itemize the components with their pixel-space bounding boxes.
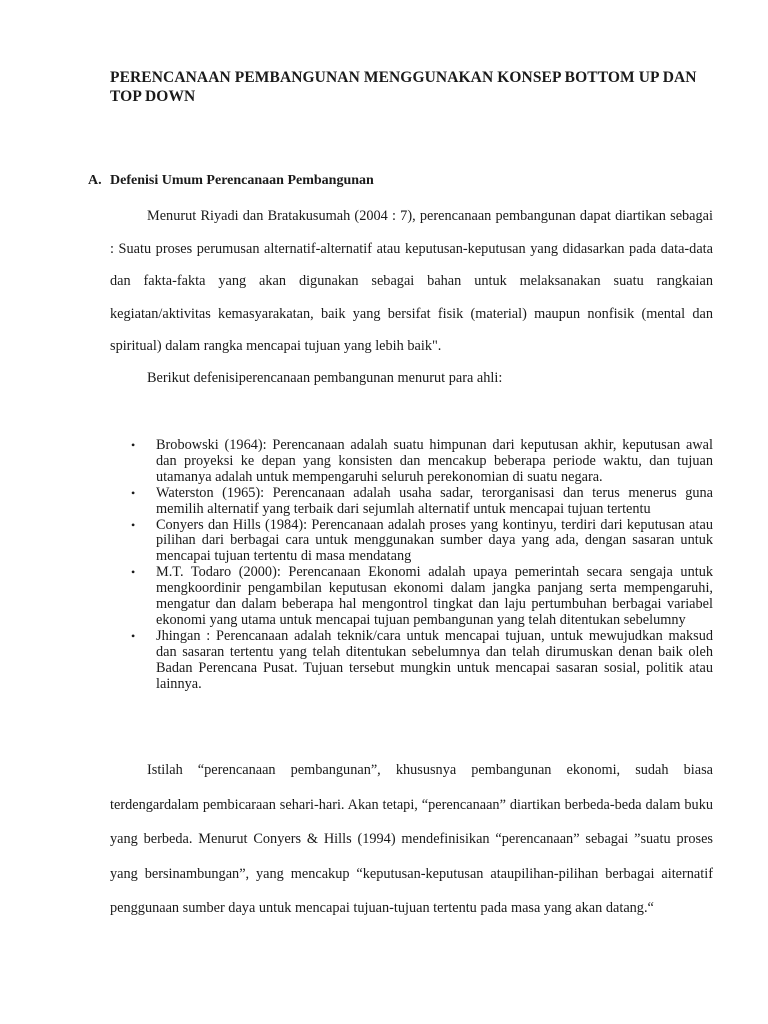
paragraph-planning-term: Istilah “perencanaan pembangunan”, khususnya pembangunan ekonomi, sudah biasa terdengardalam pembicaraan sehari-hari. Akan tetapi, “perencanaan” diartikan berbeda-beda dalam buku yang berbeda. Menurut Conyers & Hills (1994) mendefinisikan “perencanaan” sebagai ”suatu proses yang bersinambungan”, yang mencakup “keputusan-keputusan ataupilihan-pilihan berbagai aiternatif penggunaan sumber daya untuk mencapai tujuan-tujuan tertentu pada masa yang akan datang.“ xyxy=(110,762,713,917)
list-item xyxy=(110,565,713,629)
list-item-text: Waterston (1965): Perencanaan adalah usaha sadar, terorganisasi dan terus menerus guna memilih alternatif yang terbaik dari sejumlah alternatif untuk mencapai tujuan tertentu xyxy=(156,484,713,517)
bullet-icon: • xyxy=(131,628,136,643)
list-item-text: Jhingan : Perencanaan adalah teknik/cara untuk mencapai tujuan, untuk mewujudkan maksud dan sasaran tertentu yang telah ditentukan sebelumnya dan telah dirumuskan denan baik oleh Badan Perencana Pusat. Tujuan tersebut mungkin untuk mencapai sasaran sosial, politik atau lainnya. xyxy=(156,627,713,692)
list-item xyxy=(110,518,713,566)
list-item-text: Brobowski (1964): Perencanaan adalah suatu himpunan dari keputusan akhir, keputusan awal dan proyeksi ke depan yang konsisten dan mencakup beberapa periode waktu, dan tujuan utamanya adalah untuk mempengaruhi seluruh perekonomian di suatu negara. xyxy=(156,437,713,485)
paragraph-experts-intro: Berikut defenisiperencanaan pembangunan menurut para ahli: xyxy=(147,370,503,386)
section-heading-text: Defenisi Umum Perencanaan Pembangunan xyxy=(110,173,374,188)
bullet-icon: • xyxy=(131,485,136,500)
section-letter: A. xyxy=(88,173,102,188)
document-title: PERENCANAAN PEMBANGUNAN MENGGUNAKAN KONSEP BOTTOM UP DAN TOP DOWN xyxy=(110,69,697,105)
bullet-icon: • xyxy=(131,438,136,452)
paragraph-definition: Menurut Riyadi dan Bratakusumah (2004 : 7), perencanaan pembangunan dapat diartikan sebagai : Suatu proses perumusan alternatif-alternatif atau keputusan-keputusan yang didasarkan pada data-data dan fakta-fakta yang akan digunakan sebagai bahan untuk melaksanakan suatu rangkaian kegiatan/aktivitas kemasyarakatan, baik yang bersifat fisik (material) maupun nonfisik (mental dan spiritual) dalam rangka mencapai tujuan yang lebih baik". xyxy=(110,208,713,354)
section-heading xyxy=(88,172,374,190)
list-item xyxy=(110,438,713,486)
expert-definitions-list xyxy=(110,438,713,693)
list-item xyxy=(110,629,713,693)
list-item-text: Conyers dan Hills (1984): Perencanaan adalah proses yang kontinyu, terdiri dari keputusan atau pilihan dari berbagai cara untuk menggunakan sumber daya yang ada, dengan sasaran untuk mencapai tujuan tertentu di masa mendatang xyxy=(156,516,713,565)
bullet-icon: • xyxy=(131,565,136,580)
list-item-text: M.T. Todaro (2000): Perencanaan Ekonomi adalah upaya pemerintah secara sengaja untuk mengkoordinir pengambilan keputusan ekonomi dalam jangka panjang serta mempengaruhi, mengatur dan dalam beberapa hal mengontrol tingkat dan laju pertumbuhan berbagai variabel ekonomi yang utama untuk mencapai tujuan pembangunan yang telah ditentukan sebelumny xyxy=(156,564,713,628)
list-item xyxy=(110,486,713,518)
bullet-icon: • xyxy=(131,517,136,532)
